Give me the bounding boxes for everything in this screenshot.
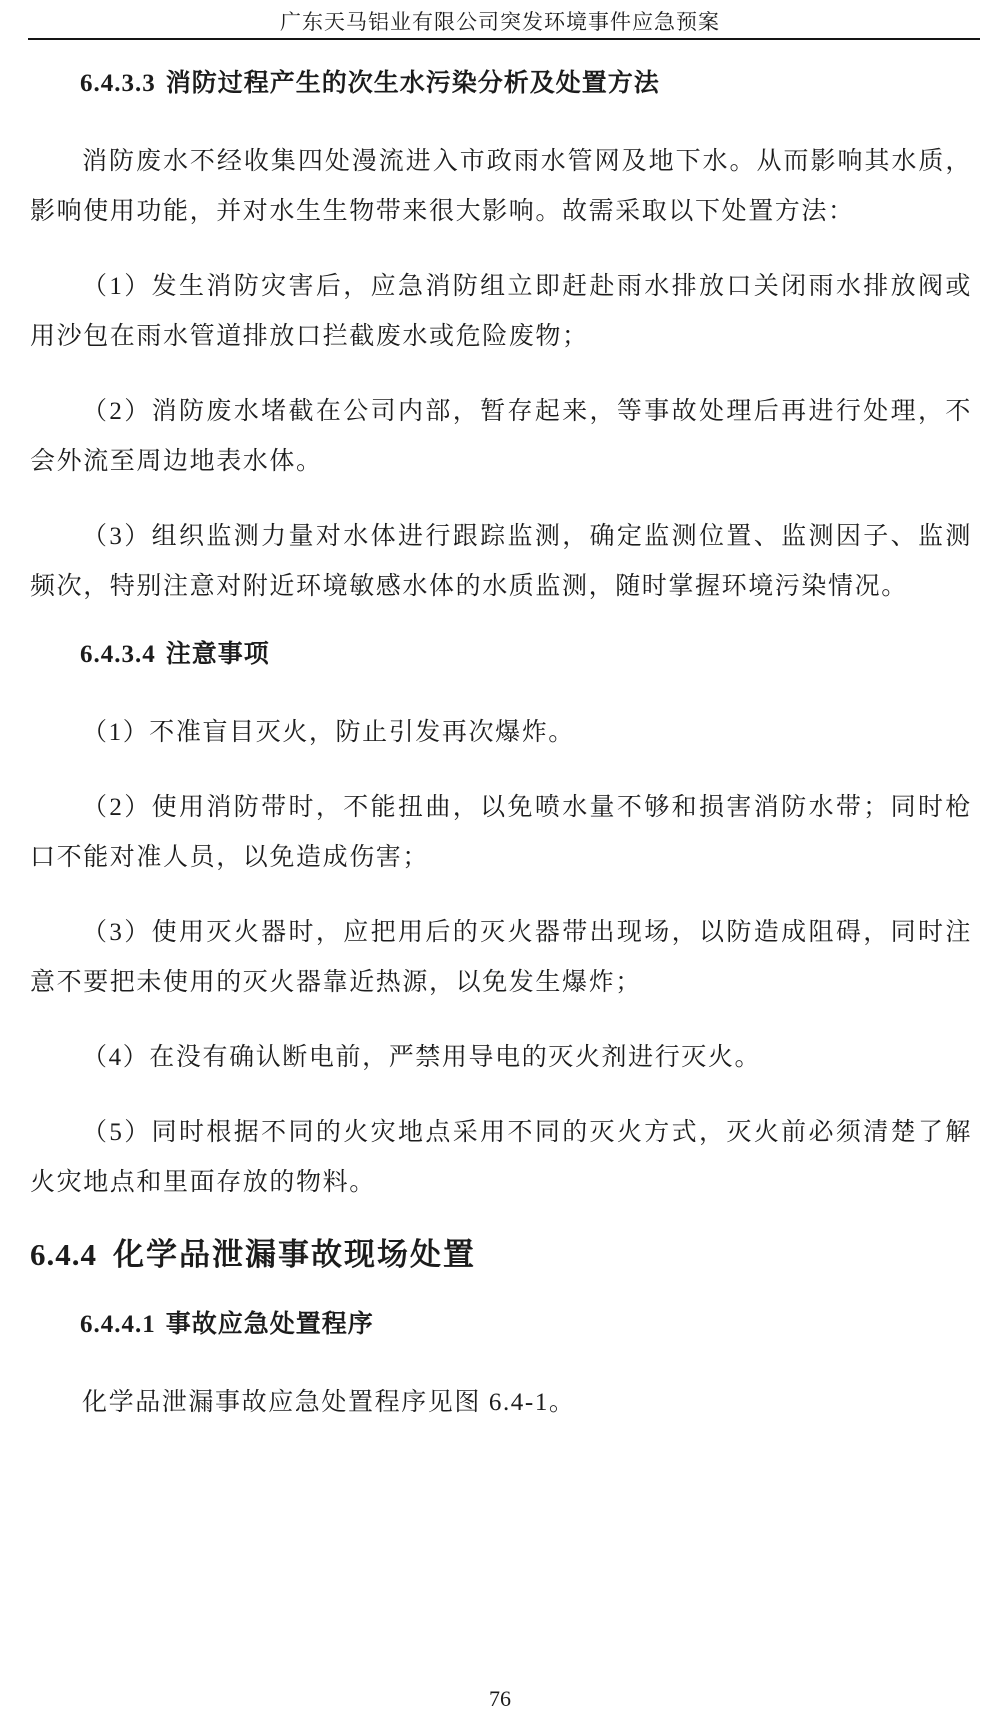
- heading-6-4-4-1: [30, 1307, 972, 1343]
- page-number: 76: [489, 1686, 511, 1711]
- heading-text: 事故应急处置程序: [165, 1311, 374, 1338]
- heading-text: 注意事项: [165, 641, 270, 668]
- para-note-5-fire-location-materials: （5）同时根据不同的火灾地点采用不同的灭火方式，灭火前必须清楚了解火灾地点和里面存放的物料。: [30, 1119, 972, 1196]
- para-item-1-close-rain-outlet: （1）发生消防灾害后，应急消防组立即赶赴雨水排放口关闭雨水排放阀或用沙包在雨水管道排放口拦截废水或危险废物；: [30, 273, 972, 350]
- para-note-2-fire-hose-usage: （2）使用消防带时，不能扭曲，以免喷水量不够和损害消防水带；同时枪口不能对准人员，以免造成伤害；: [30, 794, 972, 871]
- heading-number: 6.4.4.1: [80, 1311, 156, 1338]
- para-note-4-power-off-before-extinguishing: （4）在没有确认断电前，严禁用导电的灭火剂进行灭火。: [82, 1044, 762, 1071]
- para-note-3-extinguisher-usage: （3）使用灭火器时，应把用后的灭火器带出现场，以防造成阻碍，同时注意不要把未使用的灭火器靠近热源，以免发生爆炸；: [30, 919, 972, 996]
- heading-number: 6.4.4: [30, 1237, 97, 1272]
- doc-body: [0, 40, 1000, 1428]
- heading-6-4-4: [30, 1233, 972, 1277]
- heading-number: 6.4.3.4: [80, 641, 156, 668]
- para-item-2-contain-wastewater: （2）消防废水堵截在公司内部，暂存起来，等事故处理后再进行处理，不会外流至周边地表水体。: [30, 398, 972, 475]
- heading-text: 消防过程产生的次生水污染分析及处置方法: [165, 70, 660, 97]
- heading-6-4-3-3: [30, 66, 972, 102]
- para-note-1-no-blind-firefighting: （1）不准盲目灭火，防止引发再次爆炸。: [82, 719, 575, 746]
- heading-number: 6.4.3.3: [80, 70, 156, 97]
- heading-text: 化学品泄漏事故现场处置: [113, 1237, 476, 1272]
- para-item-3-tracking-monitoring: （3）组织监测力量对水体进行跟踪监测，确定监测位置、监测因子、监测频次，特别注意对附近环境敏感水体的水质监测，随时掌握环境污染情况。: [30, 523, 972, 600]
- doc-header-title: 广东天马铝业有限公司突发环境事件应急预案: [280, 10, 720, 34]
- para-procedure-see-figure: 化学品泄漏事故应急处置程序见图 6.4-1。: [82, 1389, 576, 1416]
- heading-6-4-3-4: [30, 637, 972, 673]
- para-firewater-pollution-intro: 消防废水不经收集四处漫流进入市政雨水管网及地下水。从而影响其水质，影响使用功能，并对水生生物带来很大影响。故需采取以下处置方法：: [30, 148, 972, 225]
